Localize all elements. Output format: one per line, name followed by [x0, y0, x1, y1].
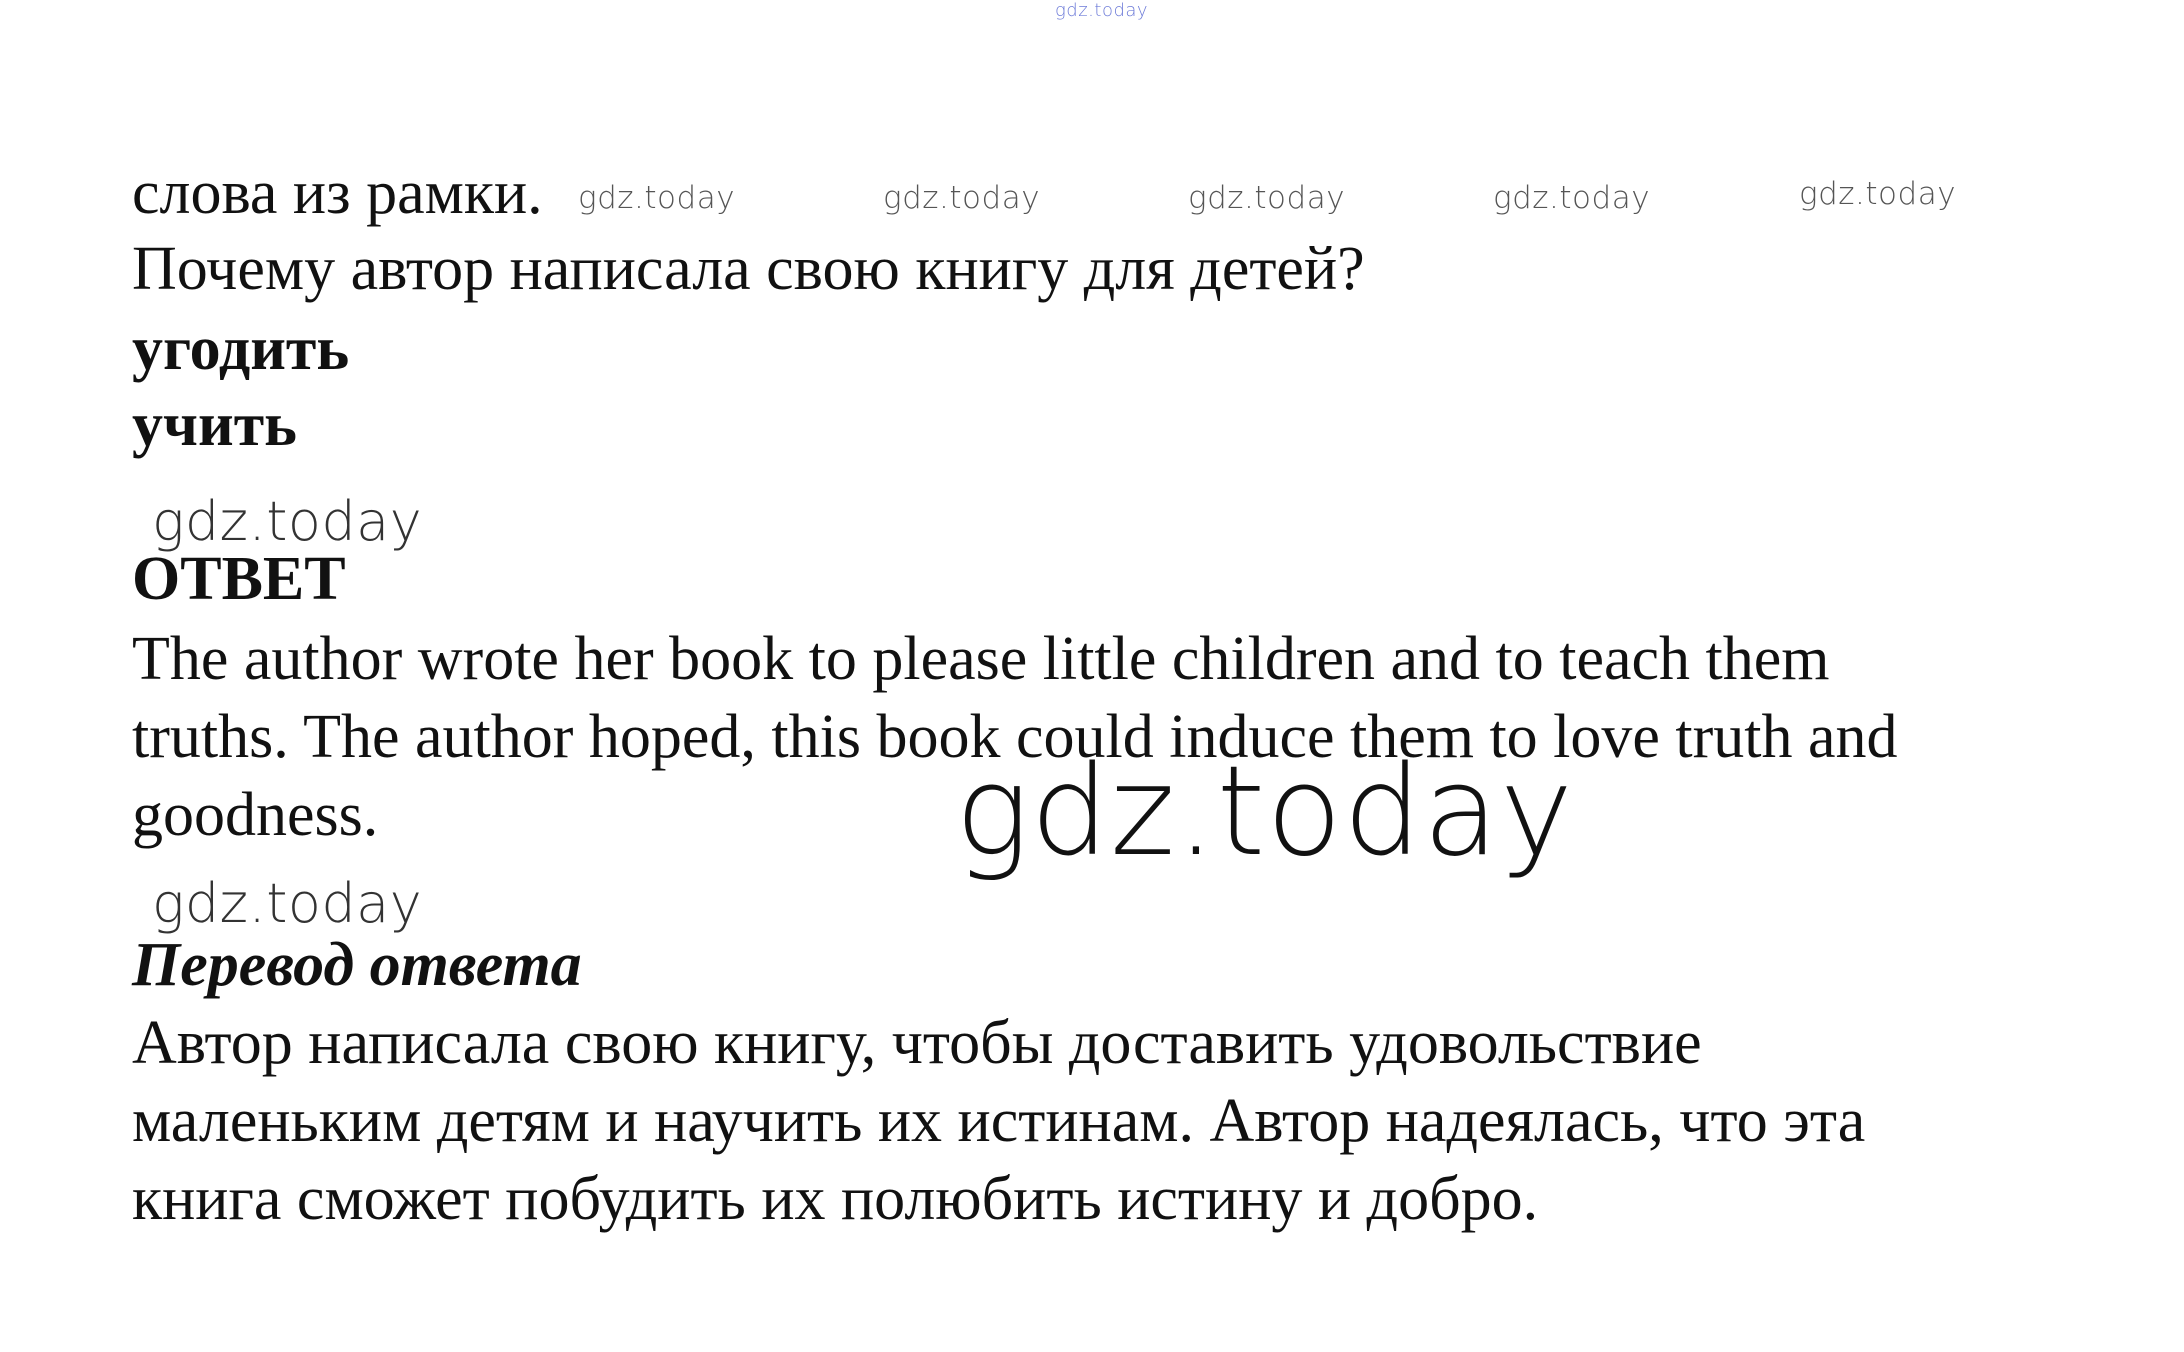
watermark-answer: gdz.today — [152, 490, 423, 553]
option-2: учить — [132, 391, 297, 459]
watermark-row-2: gdz.today — [883, 180, 1041, 216]
translation-paragraph — [132, 1004, 1865, 1238]
watermark-row-5: gdz.today — [1799, 176, 1957, 212]
watermark-translation: gdz.today — [152, 872, 423, 935]
answer-line-3: goodness. — [132, 781, 379, 849]
translation-line-3: книга сможет побудить их полюбить истину и добро. — [132, 1165, 1539, 1233]
answer-heading: ОТВЕТ — [132, 545, 346, 613]
watermark-row-3: gdz.today — [1188, 180, 1346, 216]
translation-heading: Перевод ответа — [132, 931, 582, 999]
watermark-row-1: gdz.today — [578, 180, 736, 216]
translation-line-2: маленьким детям и научить их истинам. Автор надеялась, что эта — [132, 1087, 1866, 1155]
question-text: Почему автор написала свою книгу для детей? — [132, 235, 1365, 303]
instruction-tail: слова из рамки. — [132, 159, 543, 227]
watermark-row-4: gdz.today — [1493, 180, 1651, 216]
answer-line-1: The author wrote her book to please little children and to teach them — [132, 625, 1830, 693]
watermark-top: gdz.today — [1055, 0, 1149, 21]
option-1: угодить — [132, 315, 350, 383]
watermark-large: gdz.today — [955, 740, 1575, 884]
translation-line-1: Автор написала свою книгу, чтобы доставить удовольствие — [132, 1009, 1702, 1077]
answer-line-2: truths. The author hoped, this book could induce them to love truth and — [132, 703, 1898, 771]
